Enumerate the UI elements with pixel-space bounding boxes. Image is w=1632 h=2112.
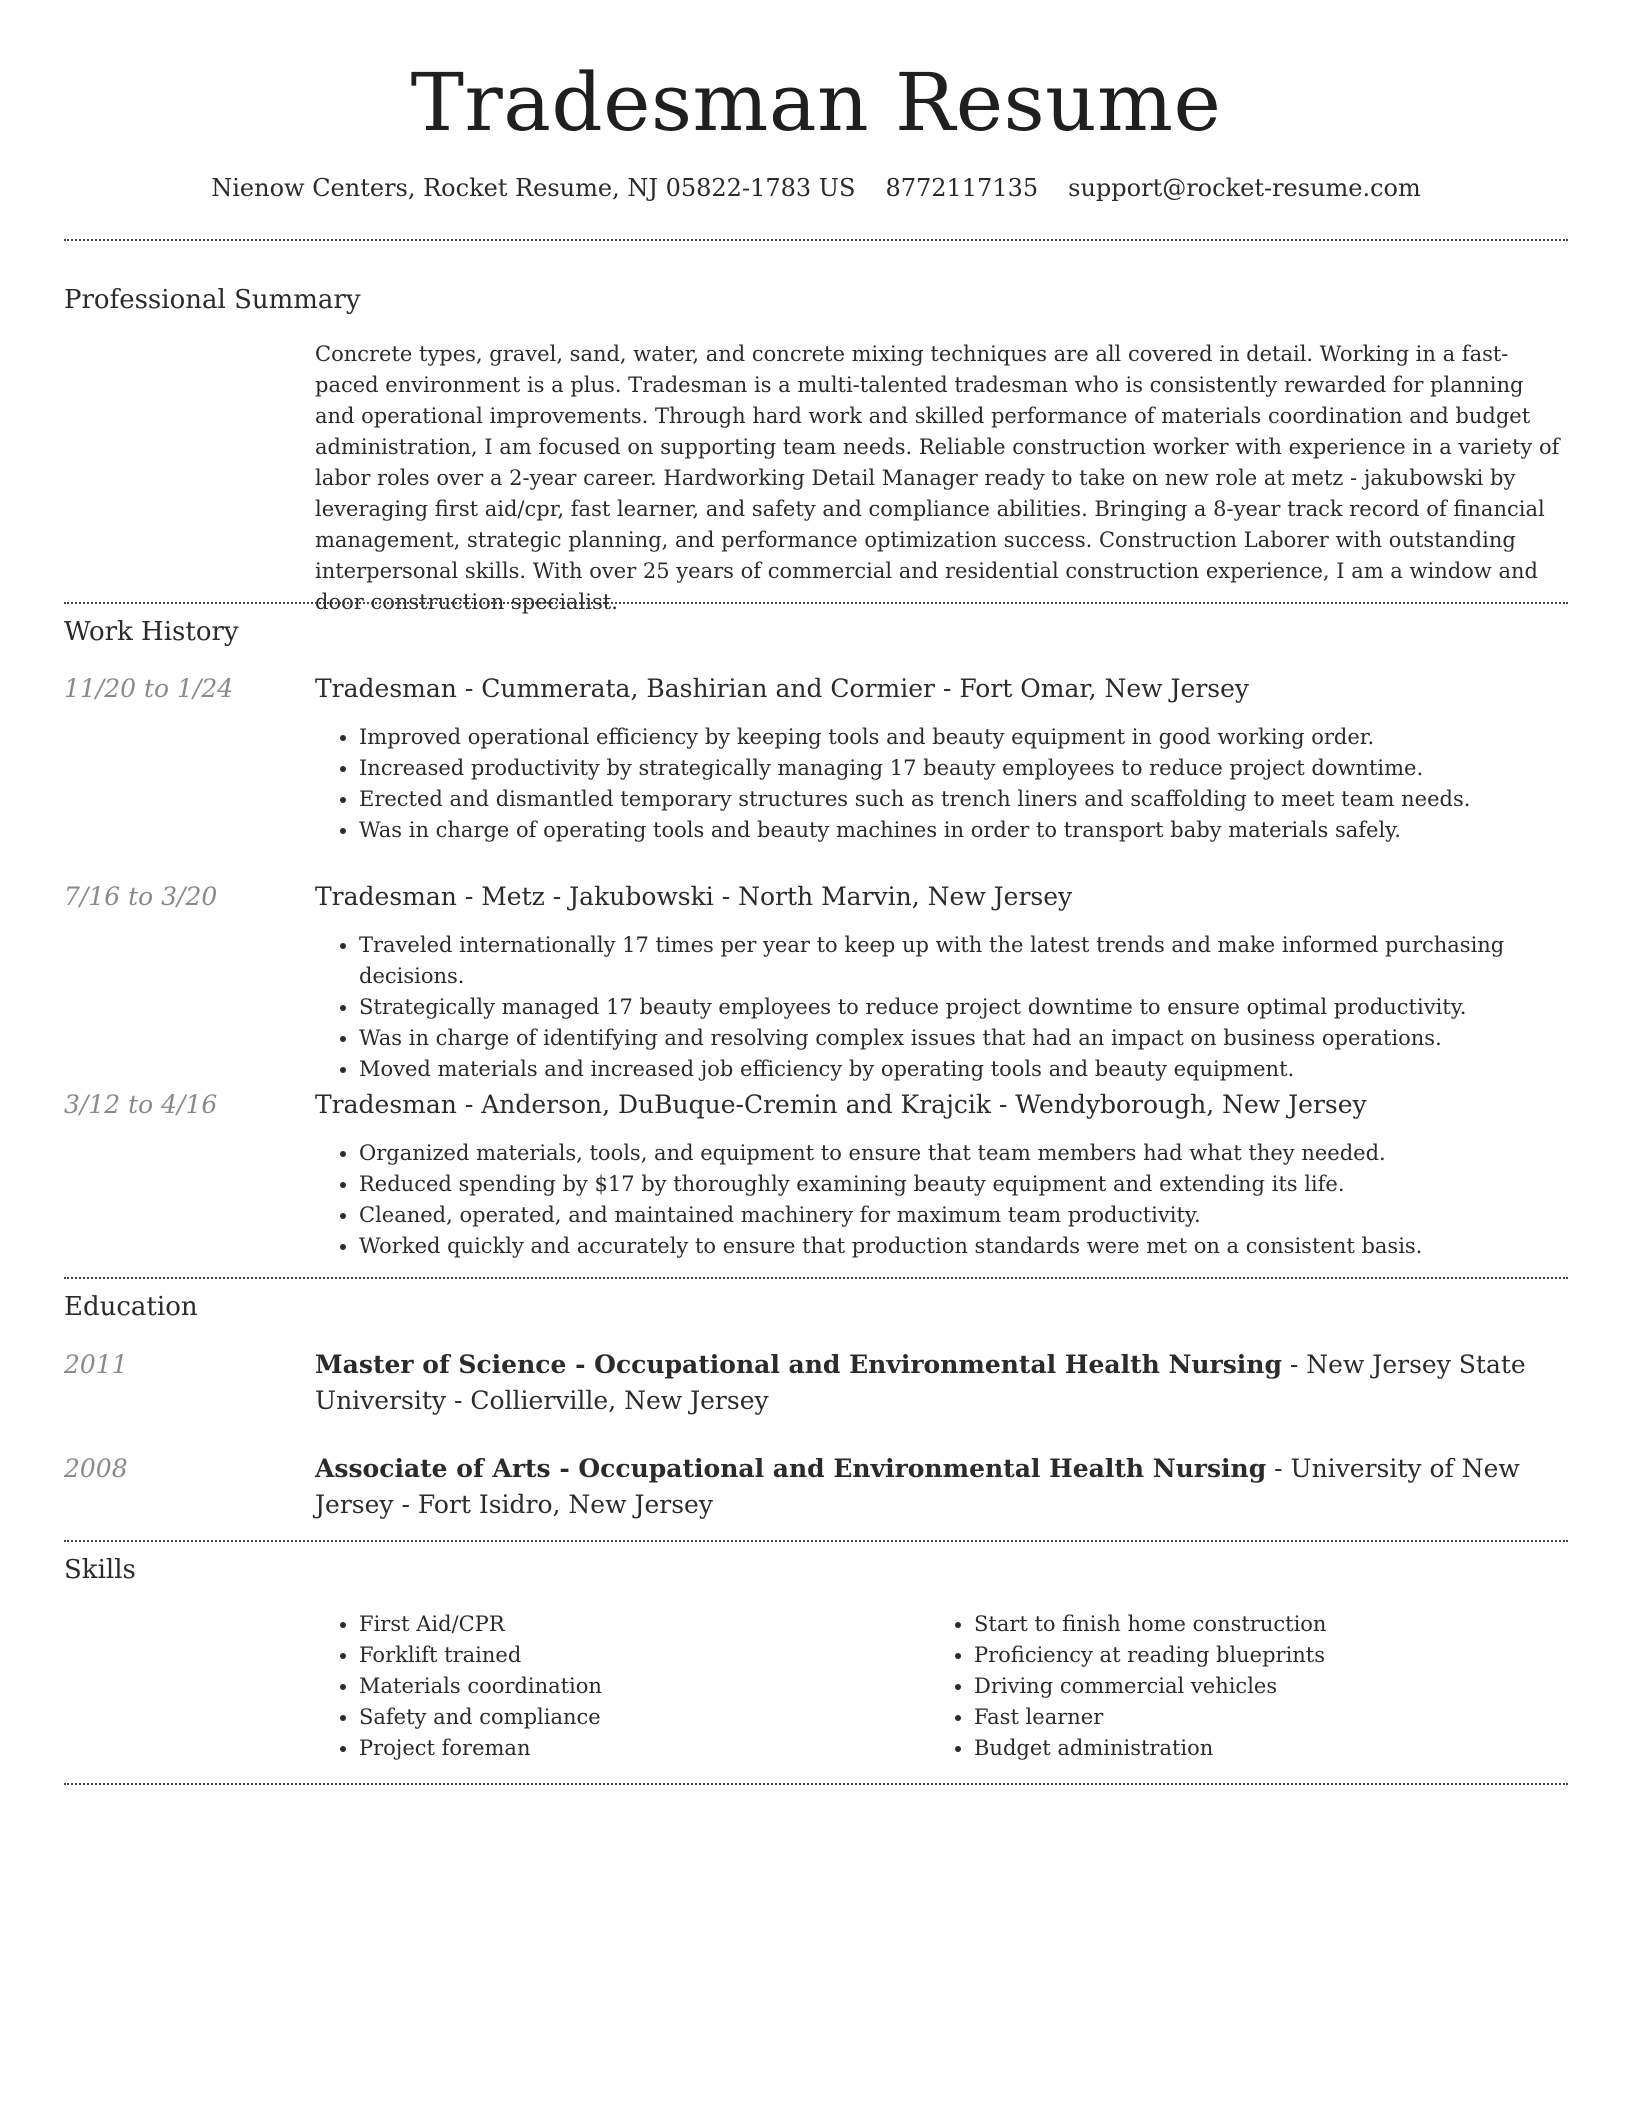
contact-phone: 8772117135 [885,174,1039,202]
school-name: - University of New Jersey - Fort Isidro, New Jersey [315,1454,1520,1519]
list-item: • Start to finish home construction [974,1609,1550,1640]
skills-list-left [315,1609,915,1764]
list-item: • Improved operational efficiency by keeping tools and beauty equipment in good working order. [359,722,1569,753]
list-item: • Strategically managed 17 beauty employees to reduce project downtime to ensure optimal productivity. [359,992,1569,1023]
list-item: • Was in charge of identifying and resolving complex issues that had an impact on business operations. [359,1023,1569,1054]
education-entry [315,1347,1569,1419]
summary-text: Concrete types, gravel, sand, water, and concrete mixing techniques are all covered in detail. Working in a fast-paced environment is a plus. Tradesman is a multi-talented tradesman who is consistently rewarded for planning and operational improvements. Through hard work and skilled performance of materials coordination and budget administration, I am focused on supporting team needs. Reliable construction worker with experience in a variety of labor roles over a 2-year career. Hardworking Detail Manager ready to take on new role at metz - jakubowski by leveraging first aid/cpr, fast learner, and safety and compliance abilities. Bringing a 8-year track record of financial management, strategic planning, and performance optimization success. Construction Laborer with outstanding interpersonal skills. With over 25 years of commercial and residential construction experience, I am a window and door construction specialist. [315,342,1560,614]
list-item: • Proficiency at reading blueprints [974,1640,1550,1671]
resume-name: Tradesman Resume [410,56,1222,149]
list-item: • Project foreman [359,1733,915,1764]
education-entry [315,1451,1569,1523]
job-bullets [315,722,1569,846]
list-item: • Cleaned, operated, and maintained machinery for maximum team productivity. [359,1200,1569,1231]
list-item: • Reduced spending by $17 by thoroughly examining beauty equipment and extending its life. [359,1169,1569,1200]
list-item: • Traveled internationally 17 times per year to keep up with the latest trends and make informed purchasing decisions. [359,930,1569,992]
job-bullets [315,930,1569,1085]
job-title: Tradesman - Anderson, DuBuque-Cremin and Krajcik - Wendyborough, New Jersey [315,1090,1367,1119]
job-bullets [315,1138,1569,1262]
contact-line [0,168,1632,208]
contact-address: Nienow Centers, Rocket Resume, NJ 05822-1783 US [211,174,856,202]
list-item: • Fast learner [974,1702,1550,1733]
list-item: • Worked quickly and accurately to ensure that production standards were met on a consistent basis. [359,1231,1569,1262]
education-year: 2011 [64,1350,128,1379]
degree-name: Associate of Arts - Occupational and Environmental Health Nursing [315,1454,1267,1483]
summary-heading: Professional Summary [64,285,361,315]
degree-name: Master of Science - Occupational and Environmental Health Nursing [315,1350,1282,1379]
divider [64,1540,1568,1542]
divider [64,1277,1568,1279]
list-item: • First Aid/CPR [359,1609,915,1640]
job-dates: 3/12 to 4/16 [64,1090,218,1119]
job-dates: 11/20 to 1/24 [64,674,234,703]
list-item: • Materials coordination [359,1671,915,1702]
list-item: • Driving commercial vehicles [974,1671,1550,1702]
list-item: • Safety and compliance [359,1702,915,1733]
list-item: • Increased productivity by strategically managing 17 beauty employees to reduce project downtime. [359,753,1569,784]
skills-heading: Skills [64,1555,136,1585]
skills-list-right [930,1609,1550,1764]
divider [64,1783,1568,1785]
job-dates: 7/16 to 3/20 [64,882,218,911]
job-title: Tradesman - Cummerata, Bashirian and Cormier - Fort Omar, New Jersey [315,674,1250,703]
education-heading: Education [64,1292,198,1322]
list-item: • Budget administration [974,1733,1550,1764]
list-item: • Erected and dismantled temporary structures such as trench liners and scaffolding to meet team needs. [359,784,1569,815]
list-item: • Organized materials, tools, and equipment to ensure that team members had what they needed. [359,1138,1569,1169]
school-name: - New Jersey State University - Collierville, New Jersey [315,1350,1526,1415]
list-item: • Forklift trained [359,1640,915,1671]
work-heading: Work History [64,617,239,647]
list-item: • Was in charge of operating tools and beauty machines in order to transport baby materials safely. [359,815,1569,846]
contact-email: support@rocket-resume.com [1068,174,1421,202]
education-year: 2008 [64,1454,128,1483]
list-item: • Moved materials and increased job efficiency by operating tools and beauty equipment. [359,1054,1569,1085]
job-title: Tradesman - Metz - Jakubowski - North Marvin, New Jersey [315,882,1073,911]
divider [64,239,1568,241]
divider [64,602,1568,604]
